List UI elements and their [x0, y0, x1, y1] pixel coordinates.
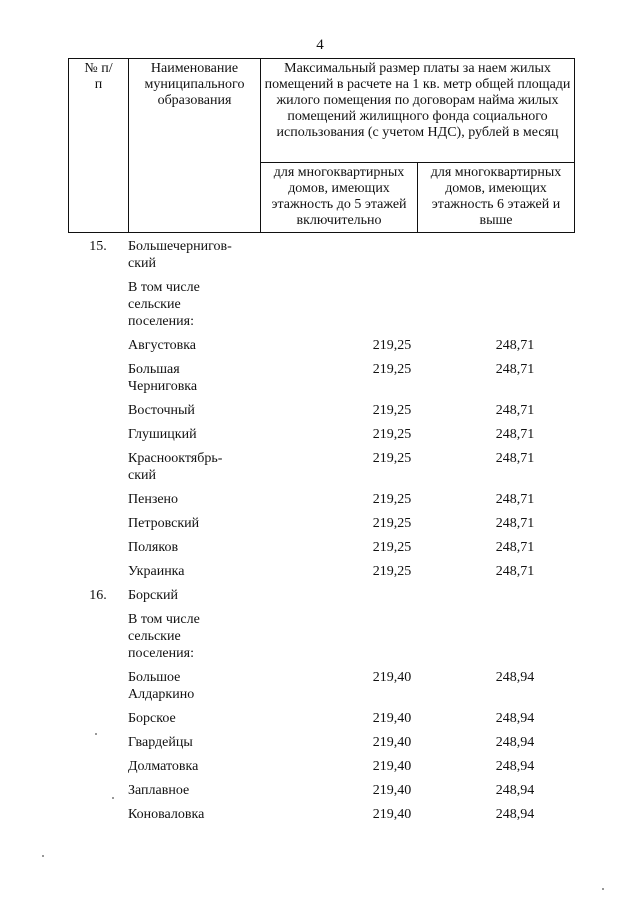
table-row	[68, 587, 574, 604]
rate-up-to-5-floors: 219,40	[372, 783, 412, 798]
rate-up-to-5-floors: 219,40	[372, 807, 412, 822]
header-col-name: Наименование муниципального образования	[129, 59, 261, 233]
rate-6-plus-floors: 248,71	[495, 427, 535, 442]
municipality-name: Заплавное	[128, 783, 190, 798]
row-spacer-cell	[68, 330, 574, 337]
table-row	[68, 734, 574, 751]
rate-up-to-5-floors: 219,25	[372, 427, 412, 442]
rate-6-plus-floors	[456, 611, 574, 662]
rate-6-plus-floors: 248,71	[495, 338, 535, 353]
row-spacer	[68, 799, 574, 806]
rate-6-plus-floors: 248,94	[495, 783, 535, 798]
row-spacer	[68, 484, 574, 491]
row-spacer-cell	[68, 556, 574, 563]
header-col-up-to-5: для многоквартирных домов, имеющих этажность до 5 этажей включительно	[261, 163, 418, 233]
rate-up-to-5-floors: 219,25	[372, 492, 412, 507]
rate-6-plus-floors: 248,71	[495, 564, 535, 579]
row-number	[68, 734, 128, 751]
data-table	[68, 238, 574, 830]
row-spacer	[68, 395, 574, 402]
rate-6-plus-floors: 248,94	[495, 735, 535, 750]
row-spacer-cell	[68, 823, 574, 830]
page-number: 4	[316, 37, 324, 53]
rate-up-to-5-floors: 219,25	[372, 403, 412, 418]
rate-6-plus-floors: 248,94	[495, 670, 535, 685]
rate-up-to-5-floors: 219,25	[372, 362, 412, 377]
row-number	[68, 669, 128, 703]
rate-up-to-5-floors: 219,40	[372, 711, 412, 726]
row-spacer	[68, 556, 574, 563]
row-spacer	[68, 580, 574, 587]
rate-6-plus-floors: 248,71	[495, 492, 535, 507]
table-row	[68, 669, 574, 703]
municipality-name: Борский	[128, 588, 179, 603]
rate-up-to-5-floors	[328, 587, 456, 604]
scan-speck	[42, 855, 44, 857]
municipality-name: Восточный	[128, 403, 195, 418]
table-row	[68, 515, 574, 532]
rate-6-plus-floors	[456, 279, 574, 330]
rate-6-plus-floors: 248,94	[495, 711, 535, 726]
row-spacer	[68, 823, 574, 830]
row-number	[68, 491, 128, 508]
table-row	[68, 279, 574, 330]
rate-6-plus-floors	[456, 238, 574, 272]
rate-up-to-5-floors: 219,25	[372, 451, 412, 466]
row-number	[68, 563, 128, 580]
municipality-name: Большое Алдаркино	[128, 670, 195, 702]
row-number	[68, 402, 128, 419]
row-spacer	[68, 272, 574, 279]
row-spacer-cell	[68, 727, 574, 734]
row-spacer-cell	[68, 799, 574, 806]
row-number	[68, 782, 128, 799]
municipality-name: Борское	[128, 711, 176, 726]
scan-speck	[112, 797, 114, 799]
scan-speck	[95, 733, 97, 735]
row-spacer-cell	[68, 419, 574, 426]
table-row	[68, 611, 574, 662]
municipality-name: Долматовка	[128, 759, 199, 774]
row-spacer	[68, 532, 574, 539]
row-number	[68, 539, 128, 556]
rate-6-plus-floors: 248,71	[495, 540, 535, 555]
rate-up-to-5-floors: 219,25	[372, 564, 412, 579]
row-spacer	[68, 354, 574, 361]
municipality-name: Большая Черниговка	[128, 362, 198, 394]
rate-up-to-5-floors	[328, 279, 456, 330]
row-spacer-cell	[68, 272, 574, 279]
table-row	[68, 782, 574, 799]
table-row	[68, 402, 574, 419]
municipality-name: Петровский	[128, 516, 200, 531]
header-col-6-plus: для многоквартирных домов, имеющих этажность 6 этажей и выше	[418, 163, 575, 233]
row-spacer-cell	[68, 580, 574, 587]
table-row	[68, 806, 574, 823]
table-row	[68, 491, 574, 508]
row-number: 16.	[89, 588, 107, 603]
row-spacer-cell	[68, 508, 574, 515]
municipality-name: Поляков	[128, 540, 179, 555]
municipality-name: Пензено	[128, 492, 179, 507]
row-number	[68, 426, 128, 443]
table-row	[68, 361, 574, 395]
municipality-name: Глушицкий	[128, 427, 197, 442]
row-spacer-cell	[68, 604, 574, 611]
header-col-group: Максимальный размер платы за наем жилых помещений в расчете на 1 кв. метр общей площади жилого помещения по договорам найма жилых помещений жилищного фонда социального использования (с учетом НДС), рублей в месяц	[261, 59, 575, 163]
rate-6-plus-floors: 248,71	[495, 451, 535, 466]
table-body	[68, 238, 574, 830]
table-row	[68, 758, 574, 775]
municipality-name: Украинка	[128, 564, 185, 579]
row-spacer	[68, 751, 574, 758]
row-number	[68, 337, 128, 354]
rate-up-to-5-floors: 219,25	[372, 540, 412, 555]
row-number	[68, 361, 128, 395]
table-row	[68, 563, 574, 580]
rate-up-to-5-floors: 219,25	[372, 338, 412, 353]
table-row	[68, 238, 574, 272]
row-number	[68, 515, 128, 532]
row-spacer	[68, 604, 574, 611]
rate-6-plus-floors: 248,71	[495, 403, 535, 418]
municipality-name: Коноваловка	[128, 807, 205, 822]
rate-6-plus-floors: 248,71	[495, 516, 535, 531]
row-spacer	[68, 330, 574, 337]
rate-6-plus-floors: 248,94	[495, 807, 535, 822]
municipality-name: Гвардейцы	[128, 735, 193, 750]
rate-up-to-5-floors: 219,25	[372, 516, 412, 531]
rate-6-plus-floors	[456, 587, 574, 604]
municipality-name: Краснооктябрь- ский	[128, 451, 223, 483]
row-spacer-cell	[68, 484, 574, 491]
row-spacer-cell	[68, 443, 574, 450]
rate-up-to-5-floors	[328, 611, 456, 662]
row-spacer	[68, 419, 574, 426]
municipality-name: Августовка	[128, 338, 197, 353]
table-header	[68, 58, 575, 233]
table-row	[68, 539, 574, 556]
row-number	[68, 806, 128, 823]
row-spacer-cell	[68, 751, 574, 758]
row-number	[68, 611, 128, 662]
municipality-name: В том числе сельские поселения:	[128, 280, 200, 329]
row-spacer-cell	[68, 703, 574, 710]
row-number	[68, 758, 128, 775]
row-spacer-cell	[68, 662, 574, 669]
header-col-num: № п/п	[69, 59, 129, 233]
row-number	[68, 279, 128, 330]
table-row	[68, 450, 574, 484]
rate-6-plus-floors: 248,94	[495, 759, 535, 774]
row-number	[68, 710, 128, 727]
municipality-name: В том числе сельские поселения:	[128, 612, 200, 661]
rate-up-to-5-floors: 219,40	[372, 759, 412, 774]
row-number	[68, 450, 128, 484]
row-spacer-cell	[68, 532, 574, 539]
row-spacer	[68, 727, 574, 734]
municipality-name: Большечернигов- ский	[128, 239, 232, 271]
row-spacer-cell	[68, 395, 574, 402]
row-spacer	[68, 508, 574, 515]
table-row	[68, 426, 574, 443]
table-row	[68, 337, 574, 354]
rate-up-to-5-floors: 219,40	[372, 670, 412, 685]
table-row	[68, 710, 574, 727]
rate-up-to-5-floors: 219,40	[372, 735, 412, 750]
rate-up-to-5-floors	[328, 238, 456, 272]
row-spacer-cell	[68, 354, 574, 361]
row-spacer	[68, 703, 574, 710]
row-spacer	[68, 443, 574, 450]
rate-6-plus-floors: 248,71	[495, 362, 535, 377]
row-number: 15.	[89, 239, 107, 254]
scan-speck	[602, 888, 604, 890]
row-spacer	[68, 662, 574, 669]
row-spacer-cell	[68, 775, 574, 782]
row-spacer	[68, 775, 574, 782]
